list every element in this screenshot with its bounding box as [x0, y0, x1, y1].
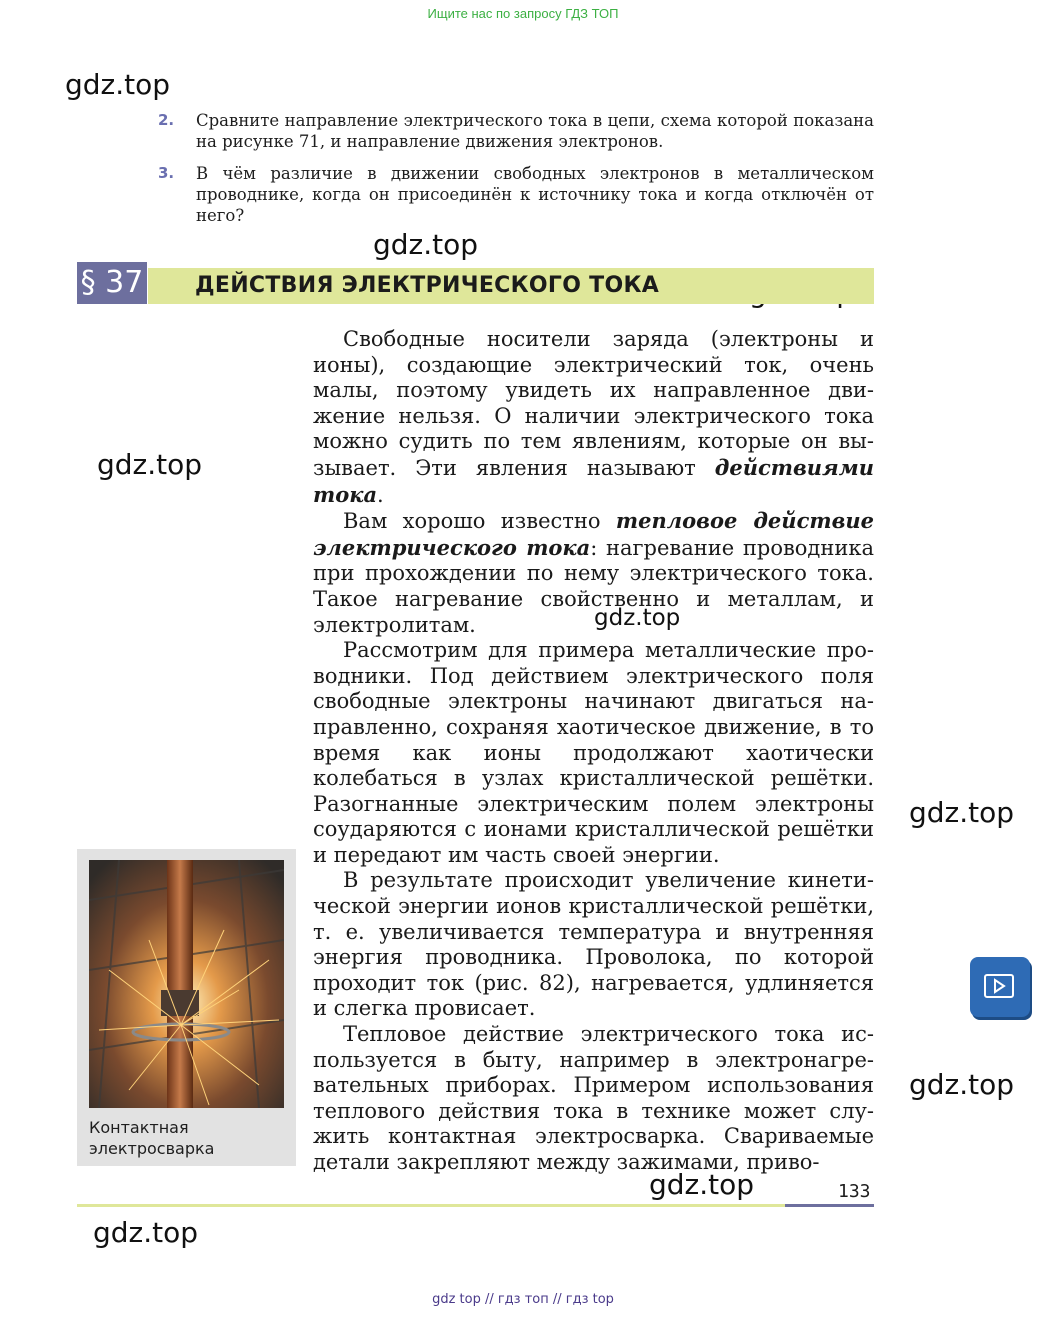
paragraph-text: : нагревание проводника при прохождении по нему электрического тока. Такое нагревание свойственно и металлам, и электролитам.	[313, 535, 874, 637]
paragraph	[313, 508, 874, 638]
paragraph: Рассмотрим для примера металлические проводники. Под действием электрического поля свободные электроны начинают двигаться направленно, сохраняя хаотическое движение, в то время как ионы продолжают хаотически колебаться в узлах кристаллической решётки. Разогнанные электрическим полем электроны соударяются с ионами кристаллической решётки и передают им часть своей энергии.	[313, 638, 874, 867]
watermark: gdz.top	[909, 1068, 1015, 1101]
paragraph-text: Свободные носители заряда (электроны и ионы), создающие электрический ток, очень малы, поэтому увидеть их направленное движение нельзя. О наличии электрического тока можно судить по тем явлениям, которые он вызывает. Эти явления называют	[313, 327, 874, 480]
figure-caption	[89, 1117, 289, 1159]
watermark: gdz.top	[93, 1216, 199, 1249]
footer-line-accent	[785, 1204, 874, 1207]
footer-line	[77, 1204, 785, 1207]
watermark: gdz.top	[373, 228, 479, 261]
term-emphasis: тепловое действие электрического тока	[313, 508, 874, 560]
welding-photo	[89, 860, 284, 1108]
question-text: Сравните направление электрического тока в цепи, схема которой показана на рисунке 71, и направление движения электронов.	[196, 111, 874, 151]
watermark: gdz.top	[649, 1168, 755, 1201]
top-banner[interactable]: Ищите нас по запросу ГДЗ ТОП	[427, 6, 619, 21]
paragraph-text: .	[377, 482, 384, 507]
caption-line: электросварка	[89, 1139, 215, 1158]
watermark: gdz.top	[594, 605, 681, 631]
question-3	[158, 163, 874, 226]
question-text: В чём различие в движении свободных электронов в металлическом проводнике, когда он присоединён к источнику тока и когда отключён от него?	[196, 164, 874, 225]
watermark: gdz.top	[65, 68, 171, 101]
play-video-icon	[970, 957, 1030, 1017]
paragraph	[313, 327, 874, 508]
page-number: 133	[838, 1181, 871, 1202]
paragraph-text: Вам хорошо известно	[343, 509, 616, 534]
question-2	[158, 110, 874, 152]
section-title: ДЕЙСТВИЯ ЭЛЕКТРИЧЕСКОГО ТОКА	[195, 273, 660, 298]
section-number: § 37	[77, 262, 147, 304]
caption-line: Контактная	[89, 1118, 189, 1137]
term-emphasis: действиями тока	[313, 454, 874, 507]
bottom-links[interactable]: gdz top // гдз топ // гдз top	[432, 1292, 614, 1307]
question-number: 3.	[158, 164, 175, 182]
question-number: 2.	[158, 111, 175, 129]
video-button[interactable]	[970, 957, 1030, 1017]
watermark: gdz.top	[909, 796, 1015, 829]
paragraph: В результате происходит увеличение кинетической энергии ионов кристаллической решётки, т. е. увеличивается температура и внутренняя энергия проводника. Проволока, по которой проходит ток (рис. 82), нагревается, удлиняется и слегка провисает.	[313, 868, 874, 1021]
section-body	[313, 327, 874, 1176]
paragraph: Тепловое действие электрического тока используется в быту, например в электронагревательных приборах. Примером использования теплового действия тока в технике может служить контактная электросварка. Свариваемые детали закрепляют между зажимами, приво-	[313, 1022, 874, 1174]
watermark: gdz.top	[97, 448, 203, 481]
